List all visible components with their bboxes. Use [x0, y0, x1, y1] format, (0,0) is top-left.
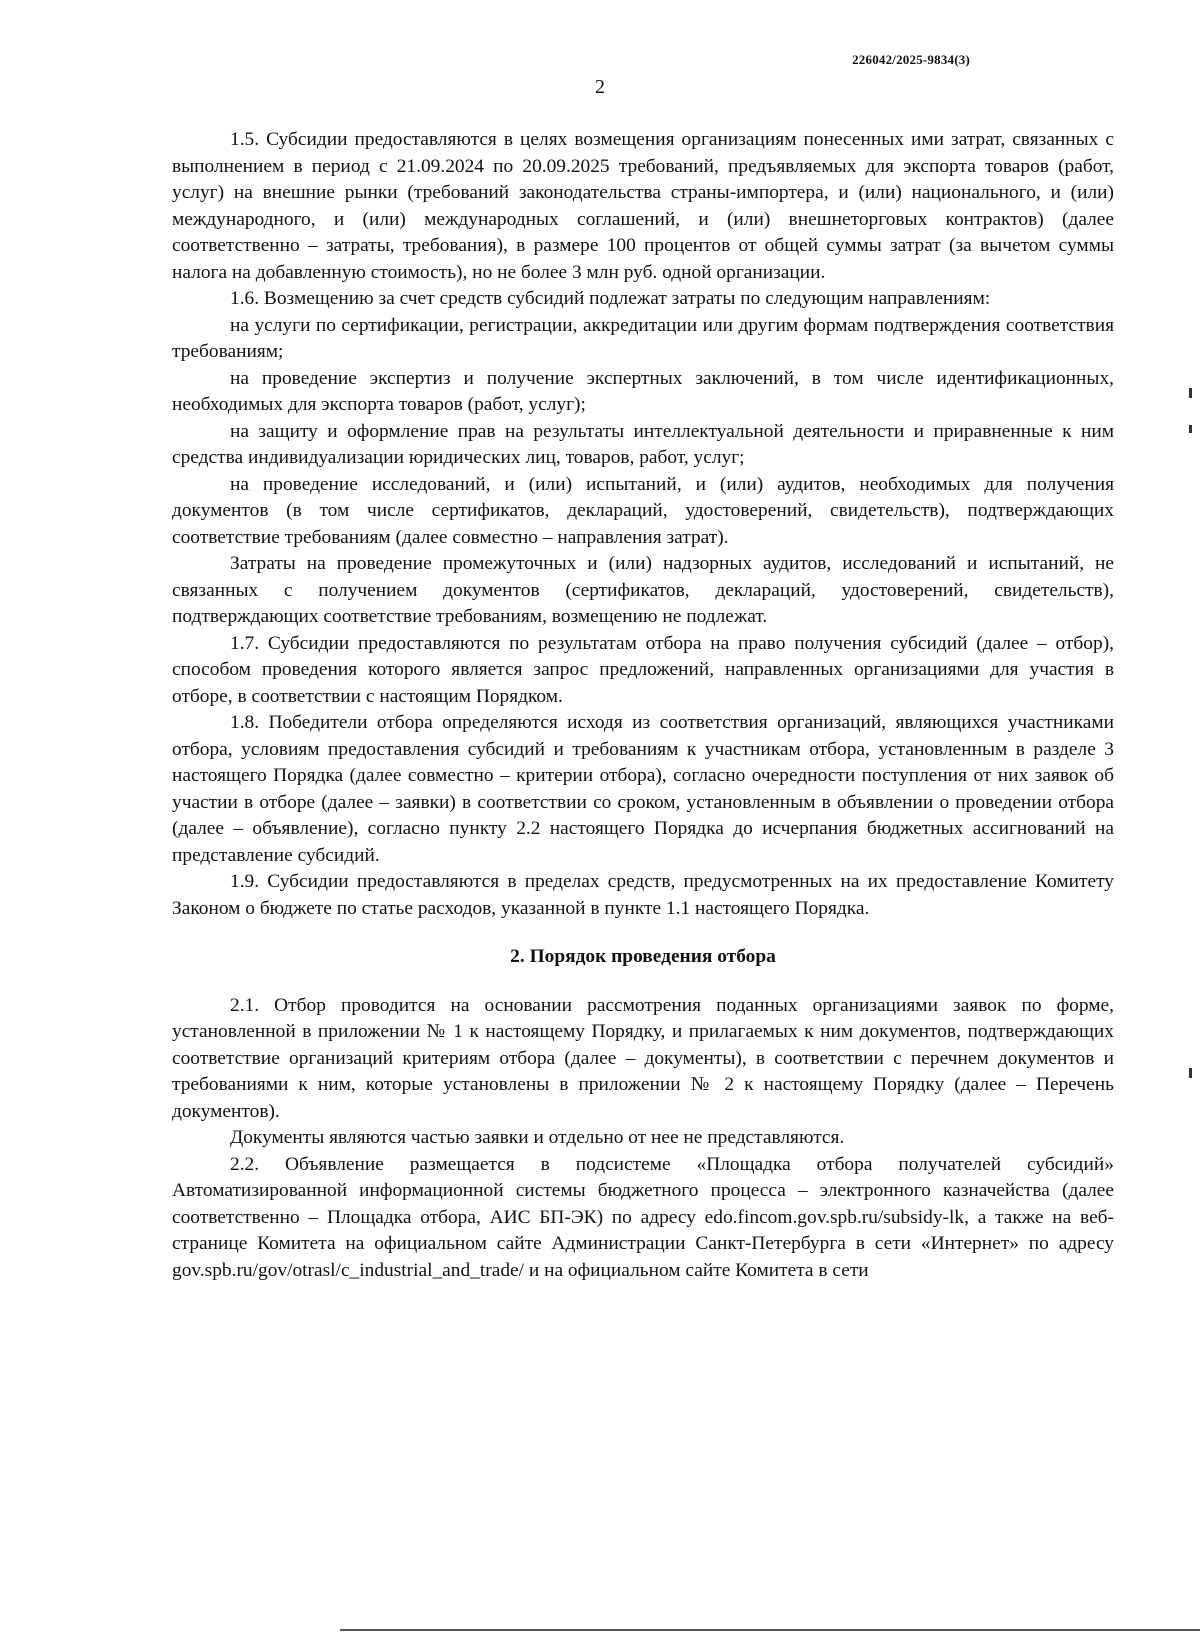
paragraph-1-6: 1.6. Возмещению за счет средств субсидий подлежат затраты по следующим направлениям:: [230, 288, 991, 309]
document-body: [172, 127, 1114, 1284]
paragraph-documents-note: Документы являются частью заявки и отдельно от нее не представляются.: [230, 1127, 845, 1148]
scan-edge-mark: [1189, 1068, 1192, 1078]
list-item-ip-protection: на защиту и оформление прав на результаты интеллектуальной деятельности и приравненные к ним средства индивидуализации юридических лиц, товаров, работ, услуг;: [172, 420, 1114, 468]
list-item-certification: на услуги по сертификации, регистрации, аккредитации или другим формам подтверждения соответствия требованиям;: [172, 314, 1114, 362]
page-number: 2: [595, 76, 605, 98]
section-heading: 2. Порядок проведения отбора: [510, 946, 776, 967]
paragraph-1-7: 1.7. Субсидии предоставляются по результатам отбора на право получения субсидий (далее – отбор), способом проведения которого является запрос предложений, направленных организациями для участия в отборе, в соответствии с настоящим Порядком.: [172, 632, 1114, 707]
scan-edge-mark: [1189, 425, 1192, 433]
list-item-expertise: на проведение экспертиз и получение экспертных заключений, в том числе идентификационных, необходимых для экспорта товаров (работ, услуг);: [172, 367, 1114, 415]
list-item-research: на проведение исследований, и (или) испытаний, и (или) аудитов, необходимых для получения документов (в том числе сертификатов, деклараций, удостоверений, свидетельств), подтверждающих соответствие требованиям (далее совместно – направления затрат).: [172, 473, 1114, 548]
paragraph-1-5: 1.5. Субсидии предоставляются в целях возмещения организациям понесенных ими затрат, связанных с выполнением в период с 21.09.2024 по 20.09.2025 требований, предъявляемых для экспорта товаров (работ, услуг) на внешние рынки (требований законодательства страны-импортера, и (или) национального, и (или) международного, и (или) международных соглашений, и (или) внешнеторговых контрактов) (далее соответственно – затраты, требования), в размере 100 процентов от общей суммы затрат (за вычетом суммы налога на добавленную стоимость), но не более 3 млн руб. одной организации.: [172, 129, 1114, 283]
document-id: 226042/2025-9834(3): [852, 52, 970, 67]
paragraph-2-1: 2.1. Отбор проводится на основании рассмотрения поданных организациями заявок по форме, установленной в приложении № 1 к настоящему Порядку, и прилагаемых к ним документов, подтверждающих соответствие организаций критериям отбора (далее – документы), в соответствии с перечнем документов и требованиями к ним, которые установлены в приложении № 2 к настоящему Порядку (далее – Перечень документов).: [172, 994, 1114, 1122]
paragraph-1-9: 1.9. Субсидии предоставляются в пределах средств, предусмотренных на их предоставление Комитету Законом о бюджете по статье расходов, указанной в пункте 1.1 настоящего Порядка.: [172, 871, 1114, 919]
scan-bottom-line: [340, 1629, 1200, 1631]
paragraph-exclusions: Затраты на проведение промежуточных и (или) надзорных аудитов, исследований и испытаний, не связанных с получением документов (сертификатов, деклараций, удостоверений, свидетельств), подтверждающих соответствие требованиям, возмещению не подлежат.: [172, 553, 1114, 627]
scan-edge-mark: [1189, 388, 1192, 398]
paragraph-2-2: 2.2. Объявление размещается в подсистеме «Площадка отбора получателей субсидий» Автоматизированной информационной системы бюджетного процесса – электронного казначейства (далее соответственно – Площадка отбора, АИС БП-ЭК) по адресу edo.fincom.gov.spb.ru/subsidy-lk, а также на веб-странице Комитета на официальном сайте Администрации Санкт-Петербурга в сети «Интернет» по адресу gov.spb.ru/gov/otrasl/c_industrial_and_trade/ и на официальном сайте Комитета в сети: [172, 1153, 1114, 1281]
paragraph-1-8: 1.8. Победители отбора определяются исходя из соответствия организаций, являющихся участниками отбора, условиям предоставления субсидий и требованиям к участникам отбора, установленным в разделе 3 настоящего Порядка (далее совместно – критерии отбора), согласно очередности поступления от них заявок об участии в отборе (далее – заявки) в соответствии со сроком, установленным в объявлении о проведении отбора (далее – объявление), согласно пункту 2.2 настоящего Порядка до исчерпания бюджетных ассигнований на представление субсидий.: [172, 712, 1114, 866]
